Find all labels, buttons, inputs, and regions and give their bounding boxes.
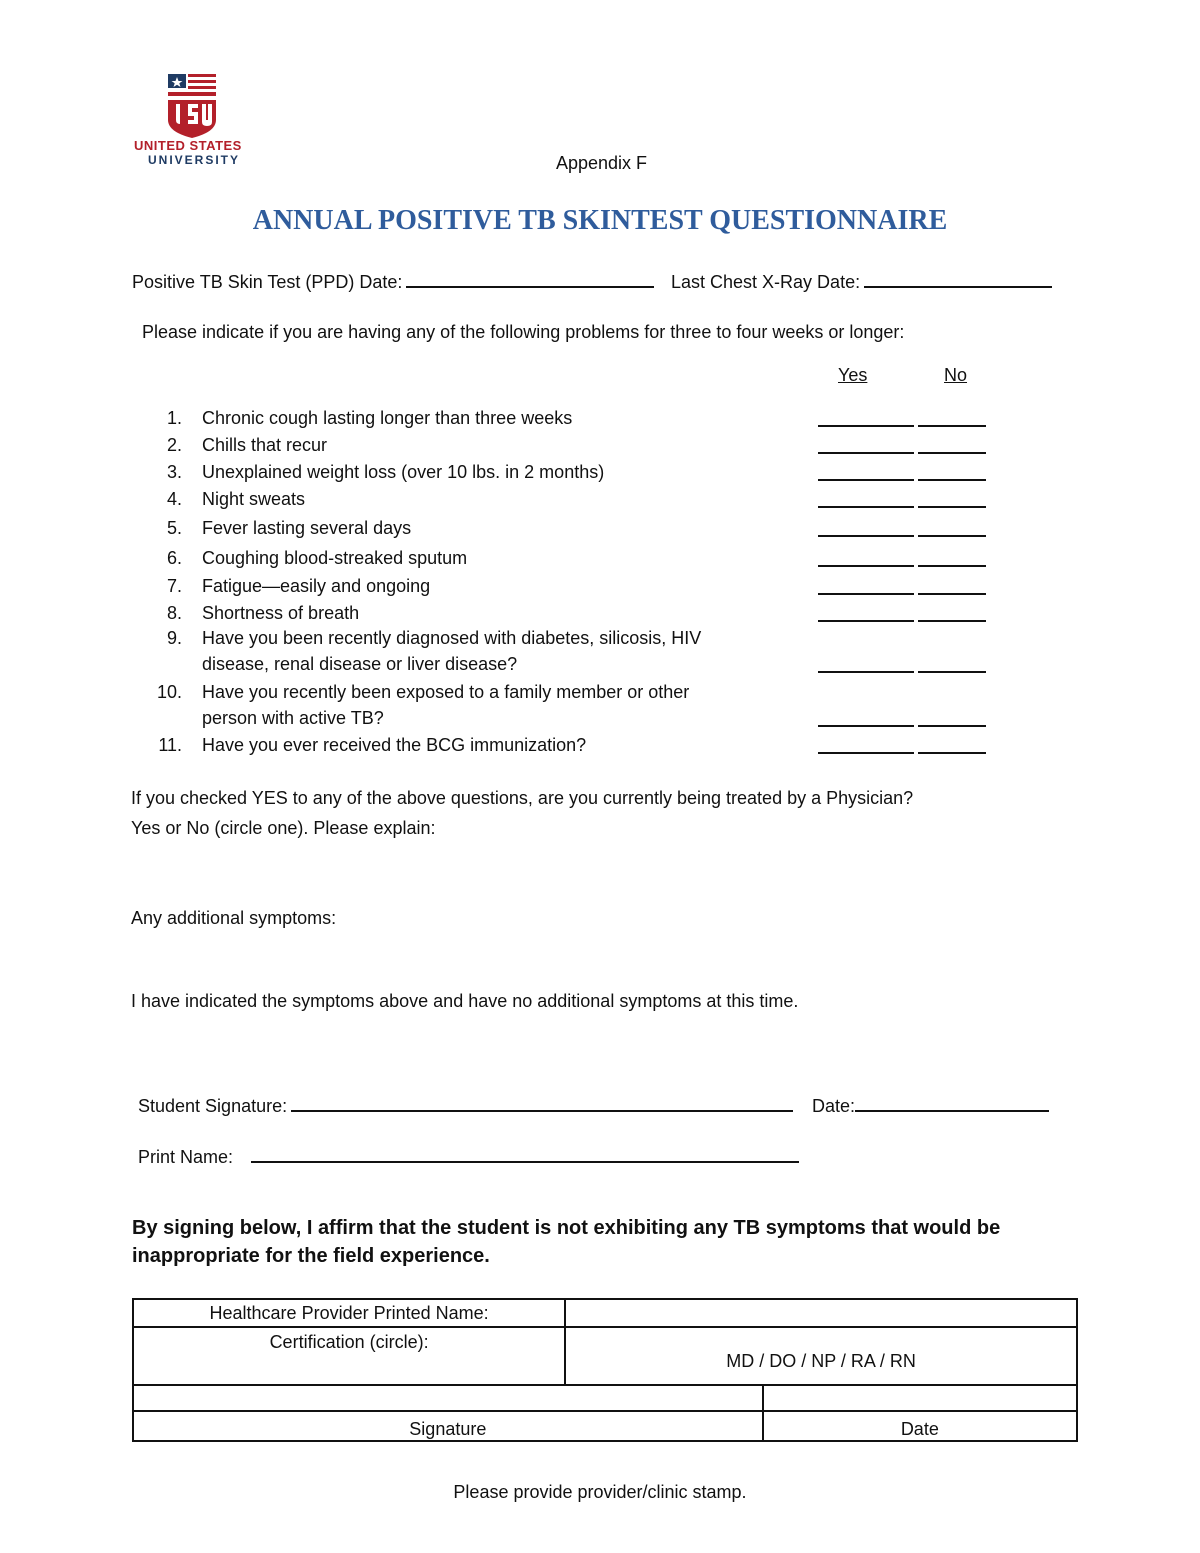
answer-no-blank[interactable] [918, 620, 986, 622]
ppd-date-row [132, 272, 654, 293]
xray-date-label: Last Chest X-Ray Date: [671, 272, 861, 292]
question-text: Chills that recur [202, 435, 328, 455]
provider-date-field[interactable] [763, 1385, 1077, 1411]
answer-no-blank[interactable] [918, 725, 986, 727]
answer-yes-blank[interactable] [818, 671, 914, 673]
question-text: Unexplained weight loss (over 10 lbs. in 2 months) [202, 462, 605, 482]
instructions: Please indicate if you are having any of the following problems for three to four weeks or longer: [142, 322, 905, 342]
answer-no-blank[interactable] [918, 565, 986, 567]
answer-yes-blank[interactable] [818, 593, 914, 595]
question-text: disease, renal disease or liver disease? [202, 654, 518, 674]
student-date-label: Date: [812, 1096, 856, 1116]
attestation: I have indicated the symptoms above and have no additional symptoms at this time. [131, 991, 799, 1011]
treatment-explain: Yes or No (circle one). Please explain: [131, 818, 436, 838]
appendix-label: Appendix F [556, 153, 648, 173]
ppd-date-field[interactable] [406, 285, 654, 288]
student-signature-field[interactable] [291, 1109, 793, 1112]
provider-affirmation: By signing below, I affirm that the student is not exhibiting any TB symptoms that would be inappropriate for the field experience. [132, 1217, 1001, 1267]
page-title: ANNUAL POSITIVE TB SKINTEST QUESTIONNAIRE [252, 205, 948, 236]
logo-line-1: UNITED STATES [134, 138, 242, 153]
answer-yes-blank[interactable] [818, 452, 914, 454]
provider-name-field[interactable] [565, 1299, 1077, 1327]
question-text: Shortness of breath [202, 603, 360, 623]
answer-no-blank[interactable] [918, 506, 986, 508]
answer-no-blank[interactable] [918, 535, 986, 537]
provider-name-label: Healthcare Provider Printed Name: [133, 1299, 565, 1327]
question-number: 10. [156, 682, 182, 702]
answer-yes-blank[interactable] [818, 535, 914, 537]
student-date-field[interactable] [855, 1109, 1049, 1112]
student-signature-row [138, 1096, 793, 1117]
question-number: 2. [166, 435, 182, 455]
answer-yes-blank[interactable] [818, 565, 914, 567]
certification-options[interactable]: MD / DO / NP / RA / RN [565, 1327, 1077, 1385]
column-header-no: No [944, 365, 968, 385]
question-text: person with active TB? [202, 708, 384, 728]
xray-date-row [671, 272, 1052, 293]
university-shield-icon [132, 70, 252, 140]
provider-table [132, 1298, 1078, 1442]
answer-yes-blank[interactable] [818, 506, 914, 508]
answer-yes-blank[interactable] [818, 425, 914, 427]
print-name-label: Print Name: [138, 1147, 234, 1167]
additional-symptoms-label: Any additional symptoms: [131, 908, 337, 928]
provider-signature-label: Signature [133, 1411, 763, 1441]
answer-yes-blank[interactable] [818, 725, 914, 727]
question-text: Have you ever received the BCG immunization? [202, 735, 587, 755]
ppd-date-label: Positive TB Skin Test (PPD) Date: [132, 272, 403, 292]
answer-no-blank[interactable] [918, 452, 986, 454]
xray-date-field[interactable] [864, 285, 1052, 288]
logo-line-2: UNIVERSITY [148, 153, 241, 167]
question-text: Fever lasting several days [202, 518, 412, 538]
question-text: Chronic cough lasting longer than three weeks [202, 408, 573, 428]
student-date-row [812, 1096, 1049, 1117]
answer-no-blank[interactable] [918, 479, 986, 481]
question-number: 8. [166, 603, 182, 623]
student-signature-label: Student Signature: [138, 1096, 288, 1116]
print-name-field[interactable] [251, 1160, 799, 1163]
question-number: 11. [158, 735, 182, 755]
certification-label: Certification (circle): [133, 1327, 565, 1385]
question-number: 7. [166, 576, 182, 596]
answer-no-blank[interactable] [918, 593, 986, 595]
provider-signature-field[interactable] [133, 1385, 763, 1411]
question-text: Night sweats [202, 489, 306, 509]
question-number: 6. [166, 548, 182, 568]
question-text: Coughing blood-streaked sputum [202, 548, 468, 568]
provider-date-label: Date [763, 1411, 1077, 1441]
question-number: 4. [166, 489, 182, 509]
question-text: Have you been recently diagnosed with diabetes, silicosis, HIV [202, 628, 702, 648]
answer-no-blank[interactable] [918, 671, 986, 673]
question-number: 3. [166, 462, 182, 482]
print-name-row [138, 1147, 799, 1168]
question-text: Fatigue—easily and ongoing [202, 576, 431, 596]
question-number: 1. [166, 408, 182, 428]
stamp-note: Please provide provider/clinic stamp. [453, 1482, 747, 1502]
question-text: Have you recently been exposed to a family member or other [202, 682, 690, 702]
answer-no-blank[interactable] [918, 425, 986, 427]
question-number: 5. [166, 518, 182, 538]
answer-yes-blank[interactable] [818, 479, 914, 481]
answer-no-blank[interactable] [918, 752, 986, 754]
column-header-yes: Yes [838, 365, 868, 385]
answer-yes-blank[interactable] [818, 752, 914, 754]
question-number: 9. [166, 628, 182, 648]
answer-yes-blank[interactable] [818, 620, 914, 622]
treatment-question: If you checked YES to any of the above questions, are you currently being treated by a Physician? [131, 788, 914, 808]
